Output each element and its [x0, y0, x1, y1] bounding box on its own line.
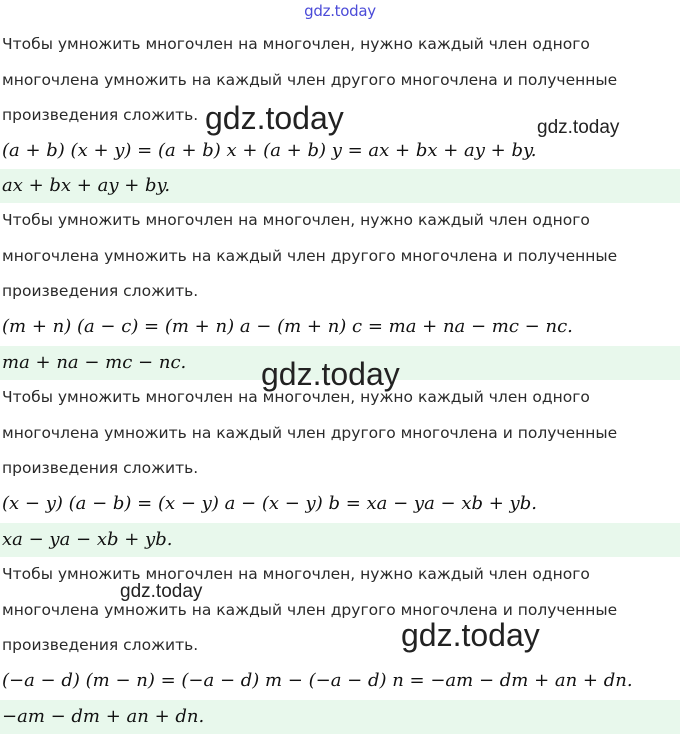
rule-text-4: Чтобы умножить многочлен на многочлен, нужно каждый член одного многочлена умножить на каждый член другого многочлена и полученные произведения сложить.	[2, 565, 618, 654]
rule-text-1: Чтобы умножить многочлен на многочлен, нужно каждый член одного многочлена умножить на каждый член другого многочлена и полученные произведения сложить.	[2, 35, 618, 124]
formula-3: (x − y) (a − b) = (x − y) a − (x − y) b = xa − ya − xb + yb.	[2, 493, 537, 514]
watermark: gdz.today	[261, 356, 400, 392]
answer-1: ax + bx + ay + by.	[0, 169, 680, 203]
rule-text-2: Чтобы умножить многочлен на многочлен, нужно каждый член одного многочлена умножить на каждый член другого многочлена и полученные произведения сложить.	[2, 211, 618, 300]
answer-2: ma + na − mc − nc.	[0, 346, 680, 380]
watermark: gdz.today	[120, 581, 203, 602]
watermark: gdz.today	[537, 117, 620, 138]
watermark: gdz.today	[401, 617, 540, 653]
answer-4: −am − dm + an + dn.	[0, 700, 680, 734]
formula-2: (m + n) (a − c) = (m + n) a − (m + n) c = ma + na − mc − nc.	[2, 316, 573, 337]
formula-1: (a + b) (x + y) = (a + b) x + (a + b) y = ax + bx + ay + by.	[2, 140, 537, 161]
top-watermark: gdz.today	[304, 2, 376, 20]
watermark: gdz.today	[205, 100, 344, 136]
rule-text-3: Чтобы умножить многочлен на многочлен, нужно каждый член одного многочлена умножить на каждый член другого многочлена и полученные произведения сложить.	[2, 388, 618, 477]
answer-3: xa − ya − xb + yb.	[0, 523, 680, 557]
formula-4: (−a − d) (m − n) = (−a − d) m − (−a − d) n = −am − dm + an + dn.	[2, 670, 633, 691]
